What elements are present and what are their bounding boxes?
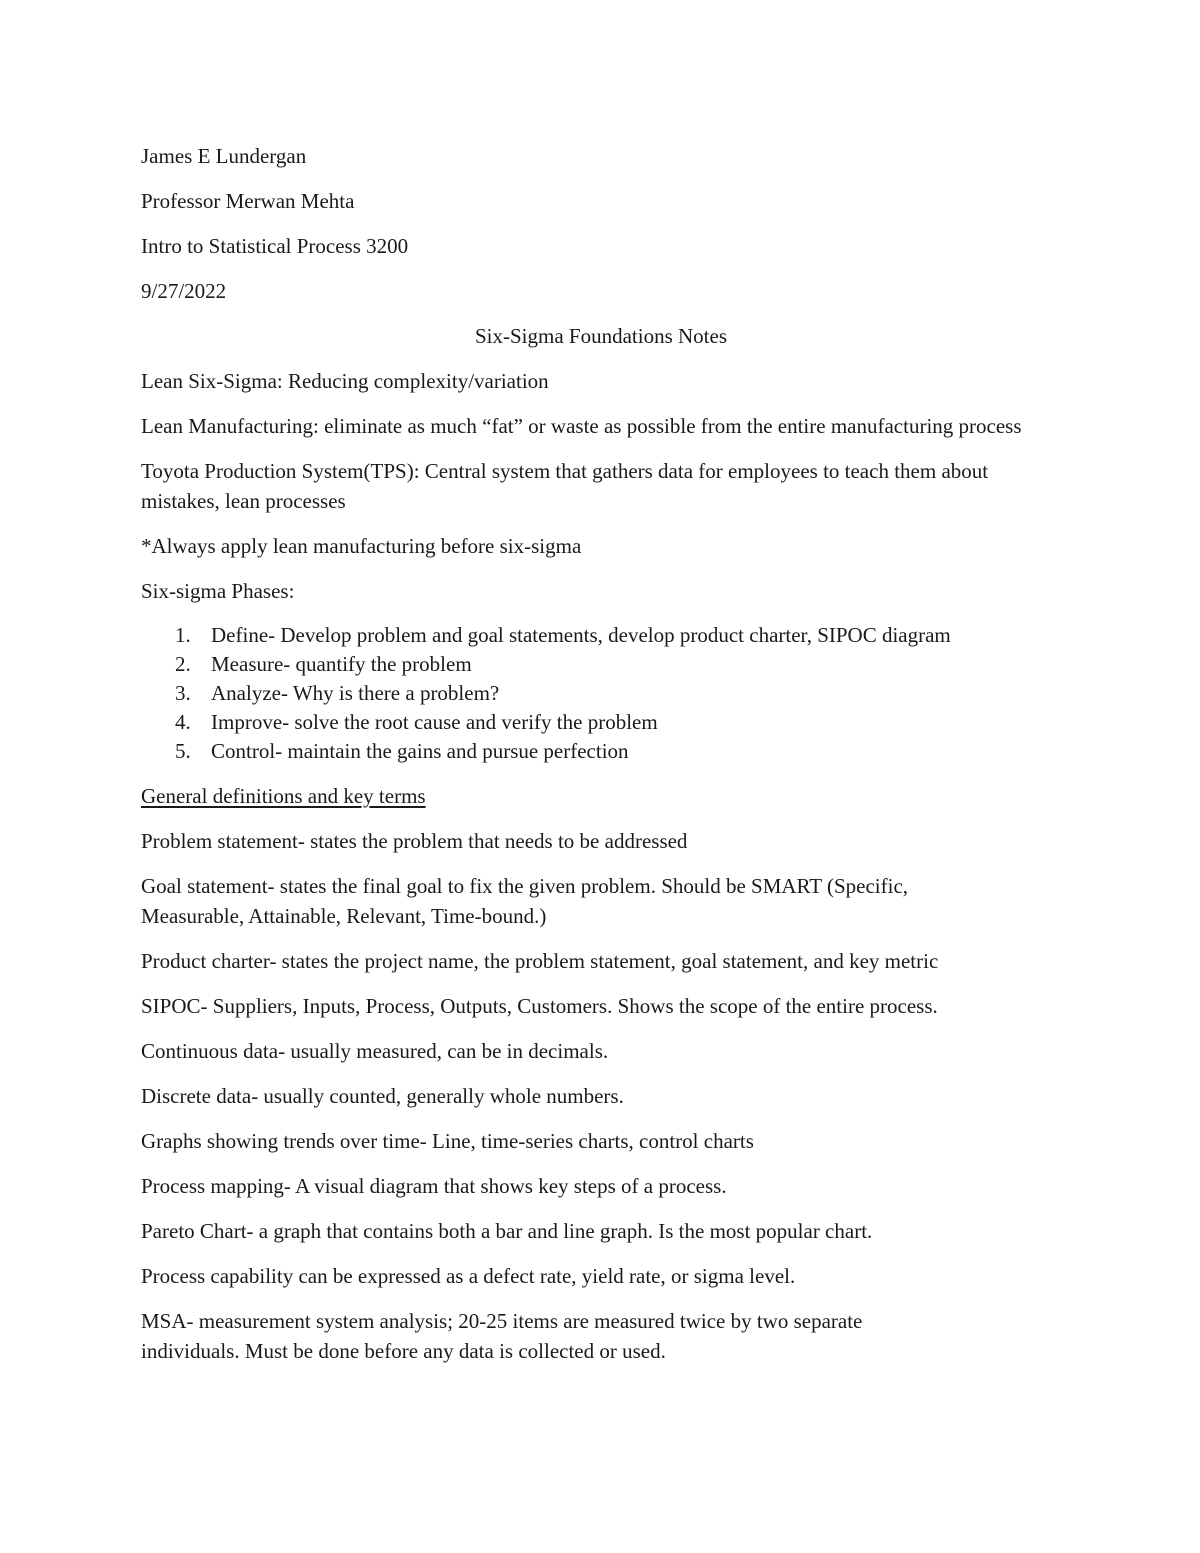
intro-paragraph: Lean Six-Sigma: Reducing complexity/variation — [141, 369, 549, 393]
list-item-text: Analyze- Why is there a problem? — [211, 681, 500, 705]
list-item — [141, 737, 1061, 766]
definition-paragraph: Pareto Chart- a graph that contains both a bar and line graph. Is the most popular chart. — [141, 1219, 873, 1243]
definition-paragraph: Graphs showing trends over time- Line, time-series charts, control charts — [141, 1129, 754, 1153]
list-item — [141, 621, 1061, 650]
document-page — [141, 141, 1061, 1381]
definition-paragraph: Continuous data- usually measured, can be in decimals. — [141, 1039, 609, 1063]
list-item-text: Define- Develop problem and goal statements, develop product charter, SIPOC diagram — [211, 623, 951, 647]
document-title: Six-Sigma Foundations Notes — [474, 324, 727, 348]
intro-paragraph: Lean Manufacturing: eliminate as much “fat” or waste as possible from the entire manufacturing process — [141, 414, 1022, 438]
definition-paragraph: Product charter- states the project name, the problem statement, goal statement, and key metric — [141, 949, 939, 973]
list-item-text: Improve- solve the root cause and verify the problem — [211, 710, 658, 734]
definitions-heading: General definitions and key terms — [141, 784, 426, 808]
phases-list — [141, 621, 1061, 766]
definition-paragraph: SIPOC- Suppliers, Inputs, Process, Outputs, Customers. Shows the scope of the entire process. — [141, 994, 938, 1018]
list-item — [141, 679, 1061, 708]
definition-paragraph: Process mapping- A visual diagram that shows key steps of a process. — [141, 1174, 727, 1198]
list-item — [141, 650, 1061, 679]
list-number: 3. — [175, 681, 191, 705]
definition-paragraph: Problem statement- states the problem that needs to be addressed — [141, 829, 688, 853]
list-item-text: Control- maintain the gains and pursue perfection — [211, 739, 629, 763]
phases-heading: Six-sigma Phases: — [141, 579, 295, 603]
intro-paragraph: Toyota Production System(TPS): Central system that gathers data for employees to teach them about mistakes, lean processes — [141, 459, 989, 513]
document-date: 9/27/2022 — [141, 279, 227, 303]
list-number: 2. — [175, 652, 191, 676]
list-number: 5. — [175, 739, 191, 763]
professor-name: Professor Merwan Mehta — [141, 189, 355, 213]
intro-paragraph: *Always apply lean manufacturing before six-sigma — [141, 534, 582, 558]
course-name: Intro to Statistical Process 3200 — [141, 234, 409, 258]
list-item — [141, 708, 1061, 737]
definition-paragraph: Goal statement- states the final goal to fix the given problem. Should be SMART (Specific, Measurable, Attainable, Relevant, Time-bound.) — [141, 874, 909, 928]
author-name: James E Lundergan — [141, 144, 307, 168]
list-number: 1. — [175, 623, 191, 647]
definition-paragraph: Discrete data- usually counted, generally whole numbers. — [141, 1084, 624, 1108]
list-number: 4. — [175, 710, 191, 734]
definition-paragraph: MSA- measurement system analysis; 20-25 items are measured twice by two separate individuals. Must be done before any data is collected or used. — [141, 1309, 863, 1363]
definition-paragraph: Process capability can be expressed as a defect rate, yield rate, or sigma level. — [141, 1264, 796, 1288]
list-item-text: Measure- quantify the problem — [211, 652, 472, 676]
